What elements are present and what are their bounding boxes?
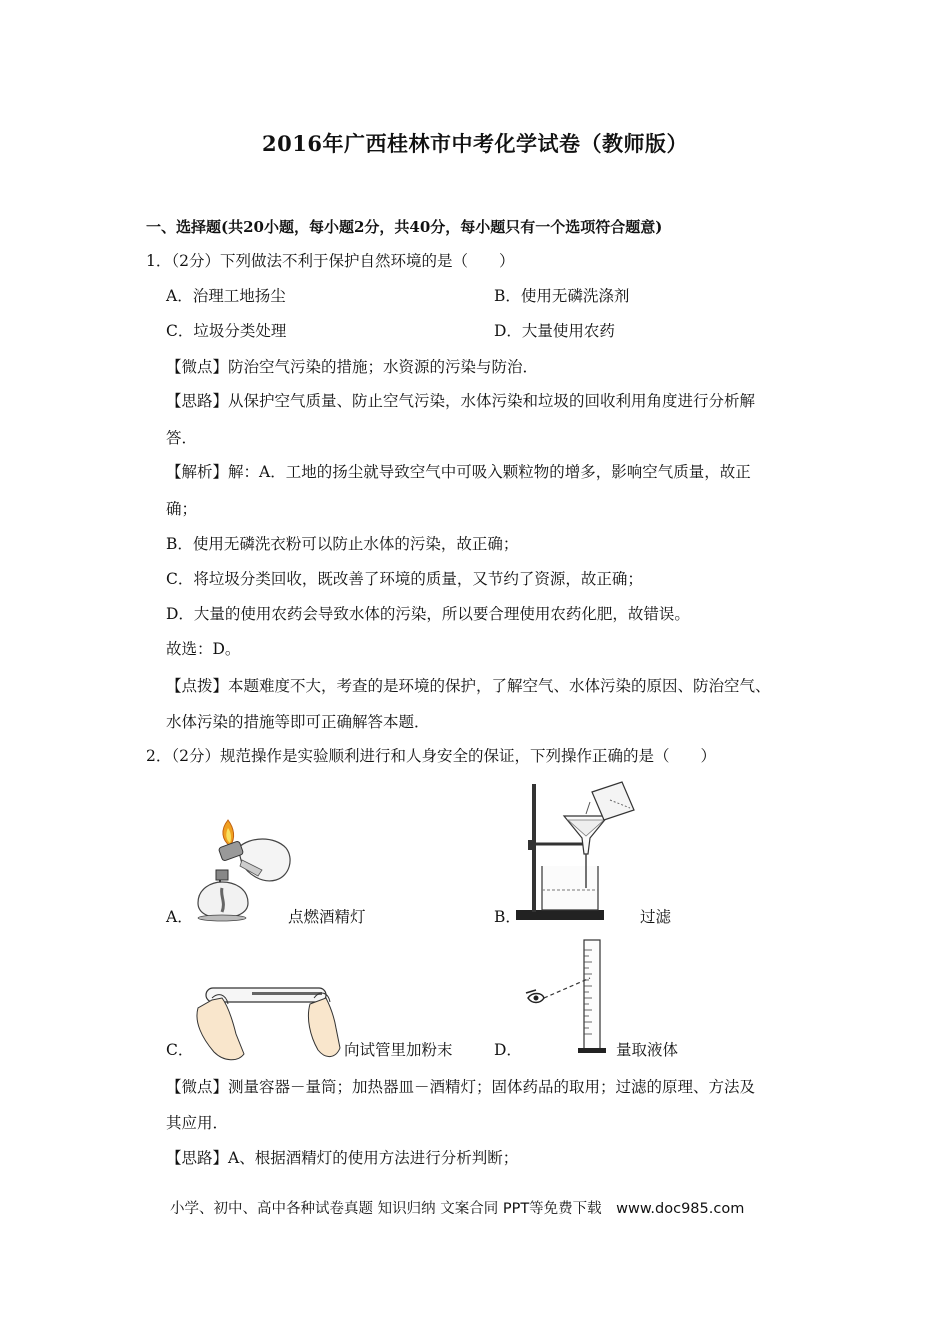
q2-option-a-letter: A． <box>166 908 193 926</box>
q2-silu-line1: 【思路】A、根据酒精灯的使用方法进行分析判断； <box>166 1149 519 1167</box>
q1-jiexi-line6: 故选：D。 <box>166 640 241 658</box>
q2-option-b-caption: 过滤 <box>640 908 672 926</box>
q2-stem: 2．（2分）规范操作是实验顺利进行和人身安全的保证，下列操作正确的是（ ） <box>146 747 716 765</box>
test-tube-powder-figure <box>192 978 342 1066</box>
q1-jiexi-line2: 确； <box>166 500 198 518</box>
q1-jiexi-line1: 【解析】解：A．工地的扬尘就导致空气中可吸入颗粒物的增多，影响空气质量，故正 <box>166 463 751 481</box>
graduated-cylinder-figure <box>522 938 618 1058</box>
q1-silu-line2: 答． <box>166 429 198 447</box>
q1-option-b: B．使用无磷洗涤剂 <box>494 287 630 305</box>
q1-silu-line1: 【思路】从保护空气质量、防止空气污染，水体污染和垃圾的回收利用角度进行分析解 <box>166 392 756 410</box>
q1-option-d: D．大量使用农药 <box>494 322 615 340</box>
q1-option-c: C．垃圾分类处理 <box>166 322 287 340</box>
q2-weidian-line2: 其应用． <box>166 1114 229 1132</box>
q1-jiexi-line4: C．将垃圾分类回收，既改善了环境的质量，又节约了资源，故正确； <box>166 570 643 588</box>
q1-jiexi-line3: B．使用无磷洗衣粉可以防止水体的污染，故正确； <box>166 535 519 553</box>
page-title: 2016年广西桂林市中考化学试卷（教师版） <box>262 131 688 156</box>
q2-weidian-line1: 【微点】测量容器－量筒；加热器皿－酒精灯；固体药品的取用；过滤的原理、方法及 <box>166 1078 756 1096</box>
q2-option-d-letter: D． <box>494 1041 522 1059</box>
q1-dianbo-line2: 水体污染的措施等即可正确解答本题． <box>166 713 430 731</box>
q1-dianbo-line1: 【点拨】本题难度不大，考查的是环境的保护，了解空气、水体污染的原因、防治空气、 <box>166 677 771 695</box>
q2-option-b-letter: B． <box>494 908 521 926</box>
q1-stem: 1．（2分）下列做法不利于保护自然环境的是（ ） <box>146 252 515 270</box>
q1-weidian: 【微点】防治空气污染的措施；水资源的污染与防治． <box>166 358 539 376</box>
alcohol-lamp-lighting-figure <box>190 818 295 923</box>
q2-option-d-caption: 量取液体 <box>616 1041 679 1059</box>
footer-download-note: 小学、初中、高中各种试卷真题 知识归纳 文案合同 PPT等免费下载 www.doc985.com <box>170 1201 745 1217</box>
q2-option-c-caption: 向试管里加粉末 <box>344 1041 453 1059</box>
q1-jiexi-line5: D．大量的使用农药会导致水体的污染，所以要合理使用农药化肥，故错误。 <box>166 605 690 623</box>
filtration-figure <box>512 778 640 924</box>
section-heading: 一、选择题(共20小题，每小题2分，共40分，每小题只有一个选项符合题意) <box>146 218 663 236</box>
q2-option-c-letter: C． <box>166 1041 194 1059</box>
q1-option-a: A．治理工地扬尘 <box>166 287 286 305</box>
q2-option-a-caption: 点燃酒精灯 <box>288 908 366 926</box>
